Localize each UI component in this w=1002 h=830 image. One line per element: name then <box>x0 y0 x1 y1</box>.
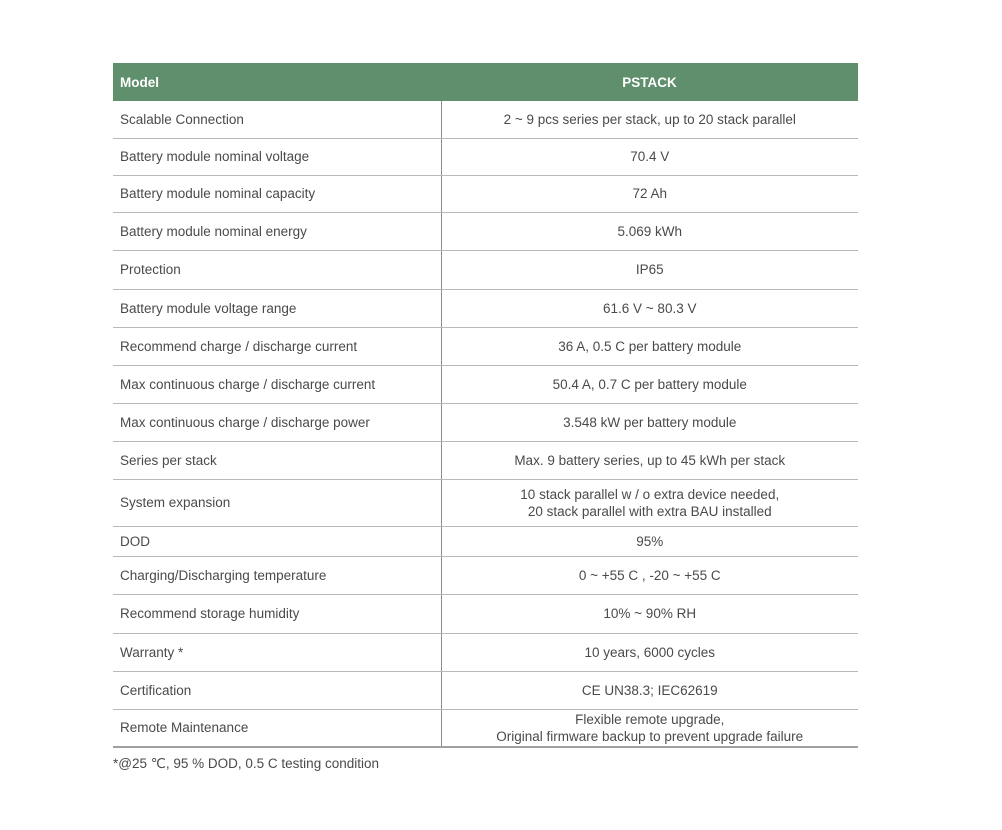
row-label: Recommend charge / discharge current <box>113 327 441 365</box>
row-label: Charging/Discharging temperature <box>113 556 441 594</box>
row-label: Battery module nominal voltage <box>113 138 441 175</box>
row-value: 95% <box>441 526 858 556</box>
row-value <box>441 479 858 526</box>
row-value-line2: 20 stack parallel with extra BAU installed <box>527 503 772 519</box>
table-row <box>113 709 858 747</box>
row-label: Battery module nominal energy <box>113 212 441 250</box>
table-row <box>113 138 858 175</box>
spec-table <box>113 63 858 748</box>
table-row <box>113 479 858 526</box>
row-value: 2 ~ 9 pcs series per stack, up to 20 stack parallel <box>441 101 858 138</box>
table-row <box>113 175 858 212</box>
row-label: DOD <box>113 526 441 556</box>
table-row <box>113 671 858 709</box>
header-model-value: PSTACK <box>441 63 858 101</box>
table-row <box>113 526 858 556</box>
row-value: 50.4 A, 0.7 C per battery module <box>441 365 858 403</box>
row-value: 61.6 V ~ 80.3 V <box>441 289 858 327</box>
table-row <box>113 289 858 327</box>
row-label: Warranty * <box>113 633 441 671</box>
header-model-label: Model <box>113 63 441 101</box>
row-value: Max. 9 battery series, up to 45 kWh per stack <box>441 441 858 479</box>
table-row <box>113 327 858 365</box>
row-label: Series per stack <box>113 441 441 479</box>
row-value: 36 A, 0.5 C per battery module <box>441 327 858 365</box>
row-label: Battery module voltage range <box>113 289 441 327</box>
row-label: Recommend storage humidity <box>113 594 441 633</box>
table-row <box>113 212 858 250</box>
table-row <box>113 633 858 671</box>
row-value: IP65 <box>441 250 858 289</box>
table-row <box>113 594 858 633</box>
table-row <box>113 556 858 594</box>
row-value: 3.548 kW per battery module <box>441 403 858 441</box>
row-label: Max continuous charge / discharge power <box>113 403 441 441</box>
table-row <box>113 365 858 403</box>
row-value-line1: 10 stack parallel w / o extra device needed, <box>520 486 780 502</box>
row-value-line1: Flexible remote upgrade, <box>575 711 725 727</box>
row-label: System expansion <box>113 479 441 526</box>
row-value <box>441 709 858 747</box>
table-header-row <box>113 63 858 101</box>
row-label: Scalable Connection <box>113 101 441 138</box>
footnote: *@25 ℃, 95 % DOD, 0.5 C testing condition <box>113 756 379 771</box>
row-label: Remote Maintenance <box>113 709 441 747</box>
row-value: 5.069 kWh <box>441 212 858 250</box>
row-value: 72 Ah <box>441 175 858 212</box>
row-value-line2: Original firmware backup to prevent upgrade failure <box>496 728 804 744</box>
table-row <box>113 441 858 479</box>
row-value: 10 years, 6000 cycles <box>441 633 858 671</box>
table-row <box>113 403 858 441</box>
row-label: Max continuous charge / discharge current <box>113 365 441 403</box>
row-value: 10% ~ 90% RH <box>441 594 858 633</box>
row-label: Battery module nominal capacity <box>113 175 441 212</box>
table-row <box>113 250 858 289</box>
row-label: Certification <box>113 671 441 709</box>
row-value: 70.4 V <box>441 138 858 175</box>
row-value: CE UN38.3; IEC62619 <box>441 671 858 709</box>
row-value: 0 ~ +55 C , -20 ~ +55 C <box>441 556 858 594</box>
row-label: Protection <box>113 250 441 289</box>
table-row <box>113 101 858 138</box>
